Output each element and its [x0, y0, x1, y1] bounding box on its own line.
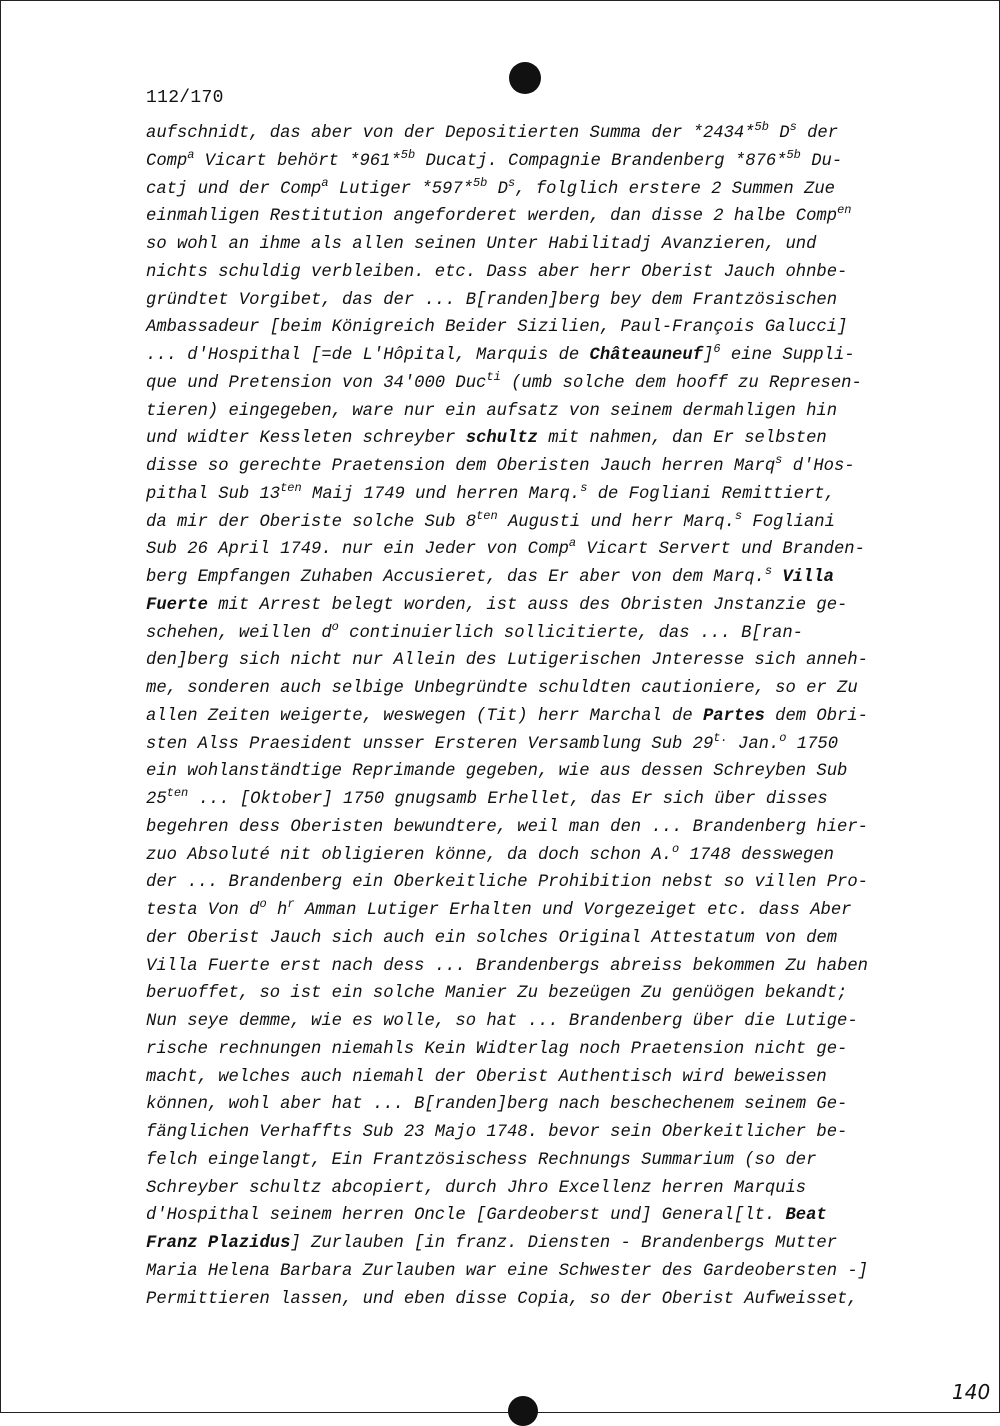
text-segment: berg Empfangen Zuhaben Accusieret, das Er aber von dem Marq. — [146, 568, 765, 587]
text-line — [146, 731, 906, 759]
text-segment: felch eingelangt, Ein Frantzösischess Rechnungs Summarium (so der — [146, 1150, 817, 1170]
text-line — [146, 675, 906, 703]
text-line — [146, 564, 906, 592]
text-line — [146, 203, 906, 231]
text-segment: Villa Fuerte erst nach dess ... Brandenbergs abreiss bekommen Zu haben — [146, 956, 868, 976]
superscript: s — [734, 508, 743, 523]
text-segment: allen Zeiten weigerte, weswegen (Tit) herr Marchal de — [146, 706, 703, 726]
text-segment: so wohl an ihme als allen seinen Unter Habilitadj Avanzieren, und — [146, 235, 817, 254]
text-segment: Du- — [800, 151, 843, 171]
bold-text: Beat — [785, 1206, 827, 1226]
superscript: ten — [166, 786, 189, 800]
superscript: r — [287, 897, 295, 911]
text-segment: ] Zurlauben [in franz. Diensten - Brandenbergs Mutter — [290, 1234, 838, 1253]
superscript: 5b — [400, 147, 416, 162]
text-segment: ] — [702, 346, 714, 365]
text-segment: beruoffet, so ist ein solche Manier Zu bezeügen Zu genüögen bekandt; — [146, 984, 848, 1004]
text-segment: catj und der Comp — [146, 179, 322, 199]
text-segment: que und Pretension von 34'000 Duc — [146, 373, 487, 393]
text-segment: der ... Brandenberg ein Oberkeitliche Prohibition nebst so villen Pro- — [146, 873, 868, 893]
text-segment: ... [Oktober] 1750 gnugsamb Erhellet, das Er sich über disses — [188, 790, 828, 809]
text-segment: nichts schuldig verbleiben. etc. Dass aber herr Oberist Jauch ohnbe- — [146, 262, 848, 282]
text-segment: Schreyber schultz abcopiert, durch Jhro Excellenz herren Marquis — [146, 1178, 807, 1198]
superscript: o — [259, 897, 267, 911]
text-line — [146, 1036, 906, 1064]
text-segment: Lutiger *597* — [328, 179, 473, 199]
text-line — [146, 1202, 906, 1230]
text-segment: und widter Kessleten schreyber — [146, 429, 466, 449]
superscript: ten — [476, 508, 498, 523]
text-line — [146, 1175, 906, 1203]
text-segment: Fogliani — [742, 512, 835, 532]
text-line — [146, 1091, 906, 1119]
text-segment: ein wohlanständtige Reprimande gegeben, wie aus dessen Schreyben Sub — [146, 762, 848, 782]
superscript: ten — [280, 480, 302, 495]
text-line — [146, 869, 906, 897]
text-segment: den]berg sich nicht nur Allein des Lutigerischen Jnteresse sich anneh- — [146, 651, 868, 671]
text-line — [146, 1230, 906, 1258]
text-segment: Maij 1749 und herren Marq. — [301, 484, 581, 504]
text-segment: schehen, weillen d — [146, 623, 332, 643]
text-segment: sten Alss Praesident unsser Ersteren Versamblung Sub 29 — [146, 734, 714, 754]
text-segment: , folglich erstere 2 Summen Zue — [515, 179, 835, 199]
text-segment: 1748 desswegen — [679, 845, 834, 865]
text-line — [146, 481, 906, 509]
superscript: 5b — [754, 120, 769, 134]
text-segment: Maria Helena Barbara Zurlauben war eine Schwester des Gardeobersten -] — [146, 1261, 868, 1281]
text-segment: begehren dess Oberisten bewundtere, weil man den ... Brandenberg hier- — [146, 817, 868, 837]
text-line — [146, 453, 906, 481]
punch-hole-bottom — [508, 1396, 538, 1426]
superscript: o — [779, 730, 787, 745]
text-segment: h — [266, 901, 288, 920]
text-line — [146, 980, 906, 1008]
text-line — [146, 758, 906, 786]
text-line — [146, 148, 906, 176]
bold-text: Châteauneuf — [589, 346, 703, 365]
text-segment: Vicart Servert und Branden- — [576, 540, 865, 560]
bold-text: Fuerte — [146, 595, 208, 615]
text-line — [146, 342, 906, 370]
text-segment: D — [487, 179, 508, 199]
text-segment — [772, 568, 782, 587]
text-segment: Ducatj. Compagnie Brandenberg *876* — [415, 151, 787, 171]
text-segment: Augusti und herr Marq. — [497, 512, 735, 532]
page-reference: 112/170 — [146, 88, 224, 108]
text-segment: D — [768, 124, 790, 143]
superscript: t. — [713, 730, 728, 745]
text-line — [146, 1008, 906, 1036]
text-line — [146, 176, 906, 204]
text-segment: (umb solche dem hooff zu Represen- — [500, 373, 862, 393]
text-line — [146, 259, 906, 287]
superscript: 5b — [472, 175, 488, 190]
text-segment: tieren) eingegeben, ware nur ein aufsatz von seinem dermahligen hin — [146, 401, 838, 421]
text-line — [146, 703, 906, 731]
superscript: s — [789, 120, 797, 134]
text-line — [146, 842, 906, 870]
text-segment: de Fogliani Remittiert, — [587, 484, 835, 504]
text-line — [146, 647, 906, 675]
text-segment: macht, welches auch niemahl der Oberist Authentisch wird beweissen — [146, 1067, 827, 1087]
text-line — [146, 425, 906, 453]
text-segment: Vicart behört *961* — [194, 151, 401, 171]
text-segment: können, wohl aber hat ... B[randen]berg nach beschechenem seinem Ge- — [146, 1095, 848, 1115]
superscript: ti — [486, 369, 501, 384]
text-segment: mit nahmen, dan Er selbsten — [537, 429, 827, 449]
text-segment: mit Arrest belegt worden, ist auss des Obristen Jnstanzie ge- — [207, 595, 848, 615]
text-segment: pithal Sub 13 — [146, 484, 281, 504]
text-segment: Permittieren lassen, und eben disse Copia, so der Oberist Aufweisset, — [146, 1289, 858, 1309]
text-line — [146, 231, 906, 259]
text-segment: eine Suppli- — [720, 346, 855, 365]
text-segment: Ambassadeur [beim Königreich Beider Sizilien, Paul-François Galucci] — [146, 318, 848, 338]
text-segment: ... d'Hospithal [=de L'Hôpital, Marquis de — [146, 346, 590, 365]
bold-text: Villa — [782, 568, 834, 587]
text-segment: Comp — [146, 151, 188, 171]
superscript: a — [321, 175, 329, 190]
superscript: o — [672, 841, 680, 856]
text-segment: dem Obri- — [764, 706, 869, 726]
text-line — [146, 592, 906, 620]
superscript: a — [187, 147, 195, 162]
text-segment: gründtet Vorgibet, das der ... B[randen]berg bey dem Frantzösischen — [146, 290, 838, 310]
text-line — [146, 370, 906, 398]
superscript: 6 — [713, 342, 721, 356]
text-line — [146, 620, 906, 648]
text-line — [146, 398, 906, 426]
text-line — [146, 120, 906, 148]
superscript: en — [837, 203, 852, 218]
folio-number: 140 — [952, 1380, 991, 1404]
transcription-body — [146, 120, 906, 1313]
text-segment: der — [796, 124, 839, 143]
text-segment: 25 — [146, 790, 167, 809]
bold-text: Franz Plazidus — [146, 1234, 291, 1253]
text-line — [146, 786, 906, 814]
text-segment: rische rechnungen niemahls Kein Widterlag noch Praetension nicht ge- — [146, 1039, 848, 1059]
text-segment: d'Hospithal seinem herren Oncle [Gardeoberst und] General[lt. — [146, 1206, 786, 1226]
text-segment: zuo Absoluté nit obligieren könne, da doch schon A. — [146, 845, 673, 865]
superscript: s — [764, 564, 773, 578]
text-segment: disse so gerechte Praetension dem Oberisten Jauch herren Marq — [146, 457, 776, 476]
bold-text: Partes — [702, 706, 765, 726]
superscript: o — [331, 619, 339, 634]
superscript: s — [775, 453, 783, 467]
text-line — [146, 509, 906, 537]
superscript: s — [508, 175, 516, 190]
text-line — [146, 536, 906, 564]
superscript: a — [568, 536, 577, 551]
text-line — [146, 897, 906, 925]
text-segment: continuierlich sollicitierte, das ... B[ran- — [338, 623, 803, 643]
text-segment: me, sonderen auch selbige Unbegründte schuldten cautioniere, so er Zu — [146, 679, 858, 698]
text-segment: aufschnidt, das aber von der Depositierten Summa der *2434* — [146, 124, 755, 143]
text-segment: der Oberist Jauch sich auch ein solches Original Attestatum von dem — [146, 928, 838, 948]
text-line — [146, 314, 906, 342]
text-line — [146, 1286, 906, 1314]
text-segment: da mir der Oberiste solche Sub 8 — [146, 512, 477, 532]
text-line — [146, 953, 906, 981]
text-segment: fänglichen Verhaffts Sub 23 Majo 1748. bevor sein Oberkeitlicher be- — [146, 1123, 848, 1142]
text-segment: Sub 26 April 1749. nur ein Jeder von Comp — [146, 540, 569, 560]
text-segment: Jan. — [727, 734, 780, 754]
punch-hole-top — [509, 62, 541, 94]
text-line — [146, 925, 906, 953]
text-segment: testa Von d — [146, 901, 260, 920]
superscript: s — [580, 480, 588, 495]
text-segment: Nun seye demme, wie es wolle, so hat ... Brandenberg über die Lutige- — [146, 1012, 858, 1031]
text-line — [146, 1064, 906, 1092]
superscript: 5b — [786, 147, 801, 162]
text-segment: Amman Lutiger Erhalten und Vorgezeiget etc. dass Aber — [294, 901, 852, 920]
text-line — [146, 814, 906, 842]
text-segment: 1750 — [786, 734, 839, 754]
text-segment: einmahligen Restitution angeforderet werden, dan disse 2 halbe Comp — [146, 207, 838, 227]
text-segment: d'Hos- — [782, 457, 855, 476]
text-line — [146, 1258, 906, 1286]
text-line — [146, 1147, 906, 1175]
text-line — [146, 287, 906, 315]
text-line — [146, 1119, 906, 1147]
bold-text: schultz — [465, 429, 538, 449]
